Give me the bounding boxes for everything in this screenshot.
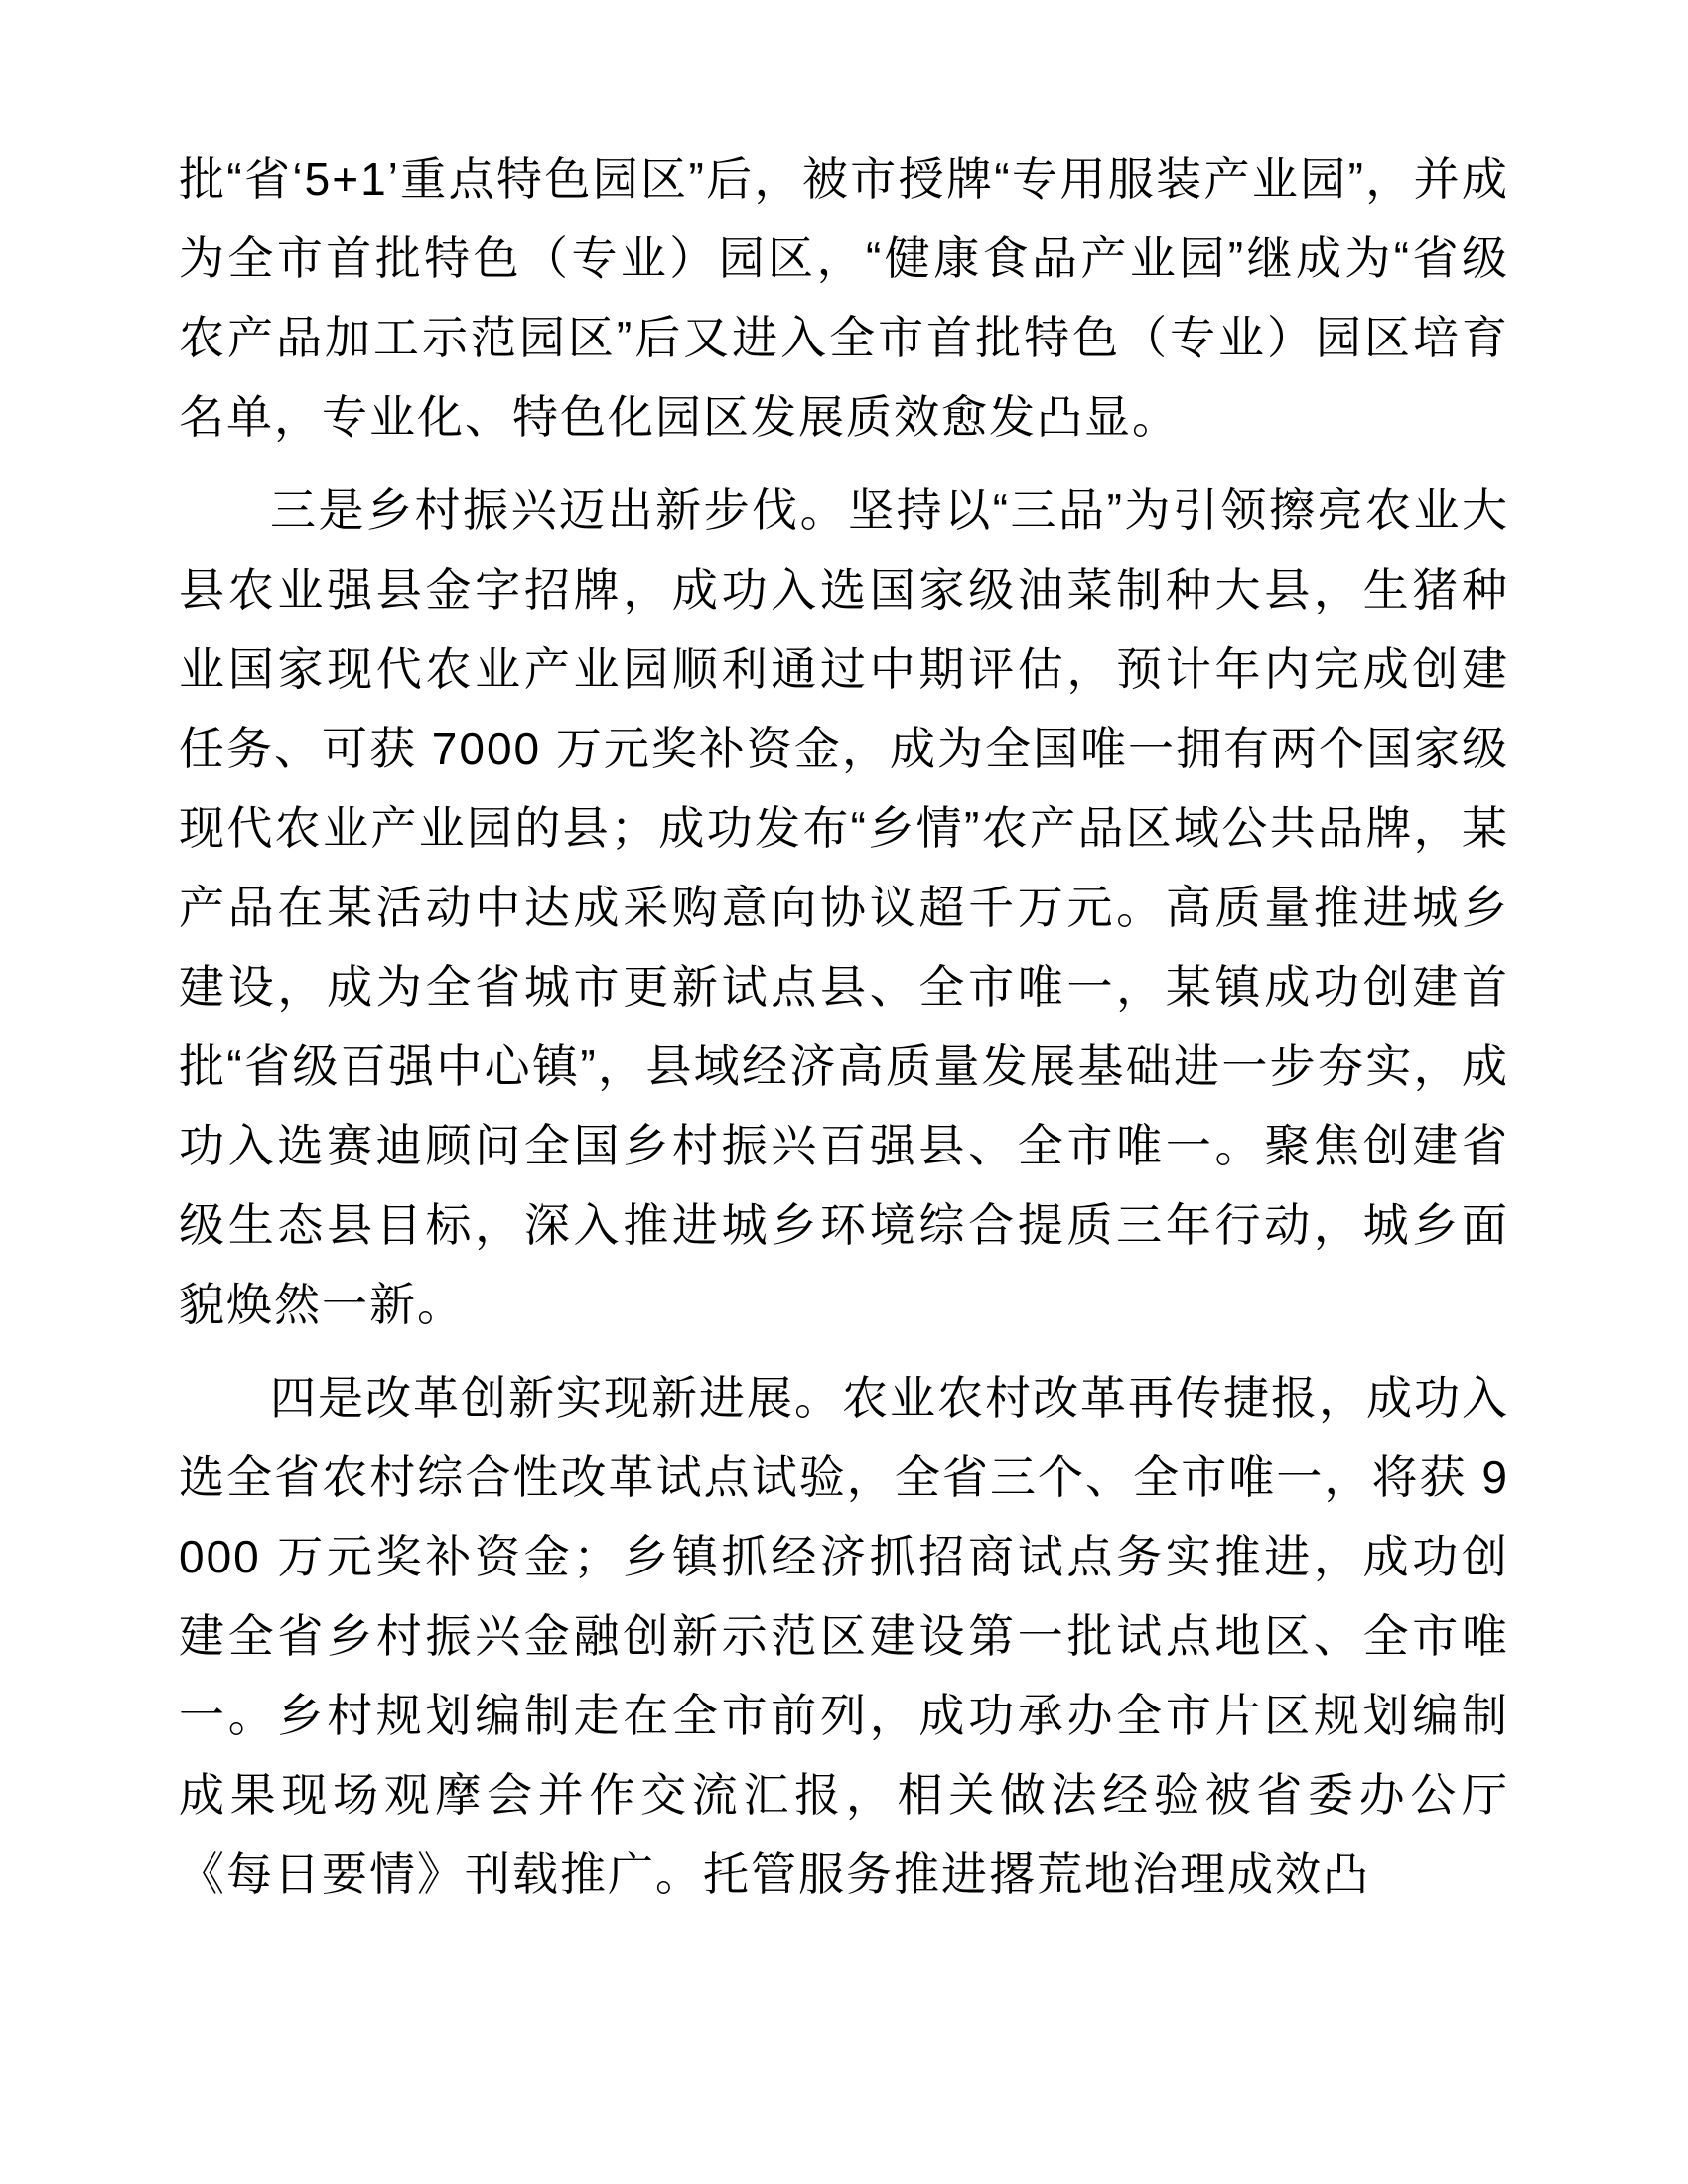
paragraph-continuation: 批“省‘5+1’重点特色园区”后，被市授牌“专用服装产业园”，并成为全市首批特色（专业）园区，“健康食品产业园”继成为“省级农产品加工示范园区”后又进入全市首批特色（专业）园区培育名单，专业化、特色化园区发展质效愈发凸显。 xyxy=(179,153,1509,443)
document-content xyxy=(179,139,1509,1914)
paragraph-point-four: 四是改革创新实现新进展。农业农村改革再传捷报，成功入选全省农村综合性改革试点试验，全省三个、全市唯一，将获 9000 万元奖补资金；乡镇抓经济抓招商试点务实推进，成功创建全省乡村振兴金融创新示范区建设第一批试点地区、全市唯一。乡村规划编制走在全市前列，成功承办全市片区规划编制成果现场观摩会并作交流汇报，相关做法经验被省委办公厅《每日要情》刊载推广。托管服务推进撂荒地治理成效凸 xyxy=(179,1372,1509,1900)
paragraph-point-three: 三是乡村振兴迈出新步伐。坚持以“三品”为引领擦亮农业大县农业强县金字招牌，成功入选国家级油菜制种大县，生猪种业国家现代农业产业园顺利通过中期评估，预计年内完成创建任务、可获 7000 万元奖补资金，成为全国唯一拥有两个国家级现代农业产业园的县；成功发布“乡情”农产品区域公共品牌，某产品在某活动中达成采购意向协议超千万元。高质量推进城乡建设，成为全省城市更新试点县、全市唯一，某镇成功创建首批“省级百强中心镇”，县域经济高质量发展基础进一步夯实，成功入选赛迪顾问全国乡村振兴百强县、全市唯一。聚焦创建省级生态县目标，深入推进城乡环境综合提质三年行动，城乡面貌焕然一新。 xyxy=(179,484,1509,1330)
